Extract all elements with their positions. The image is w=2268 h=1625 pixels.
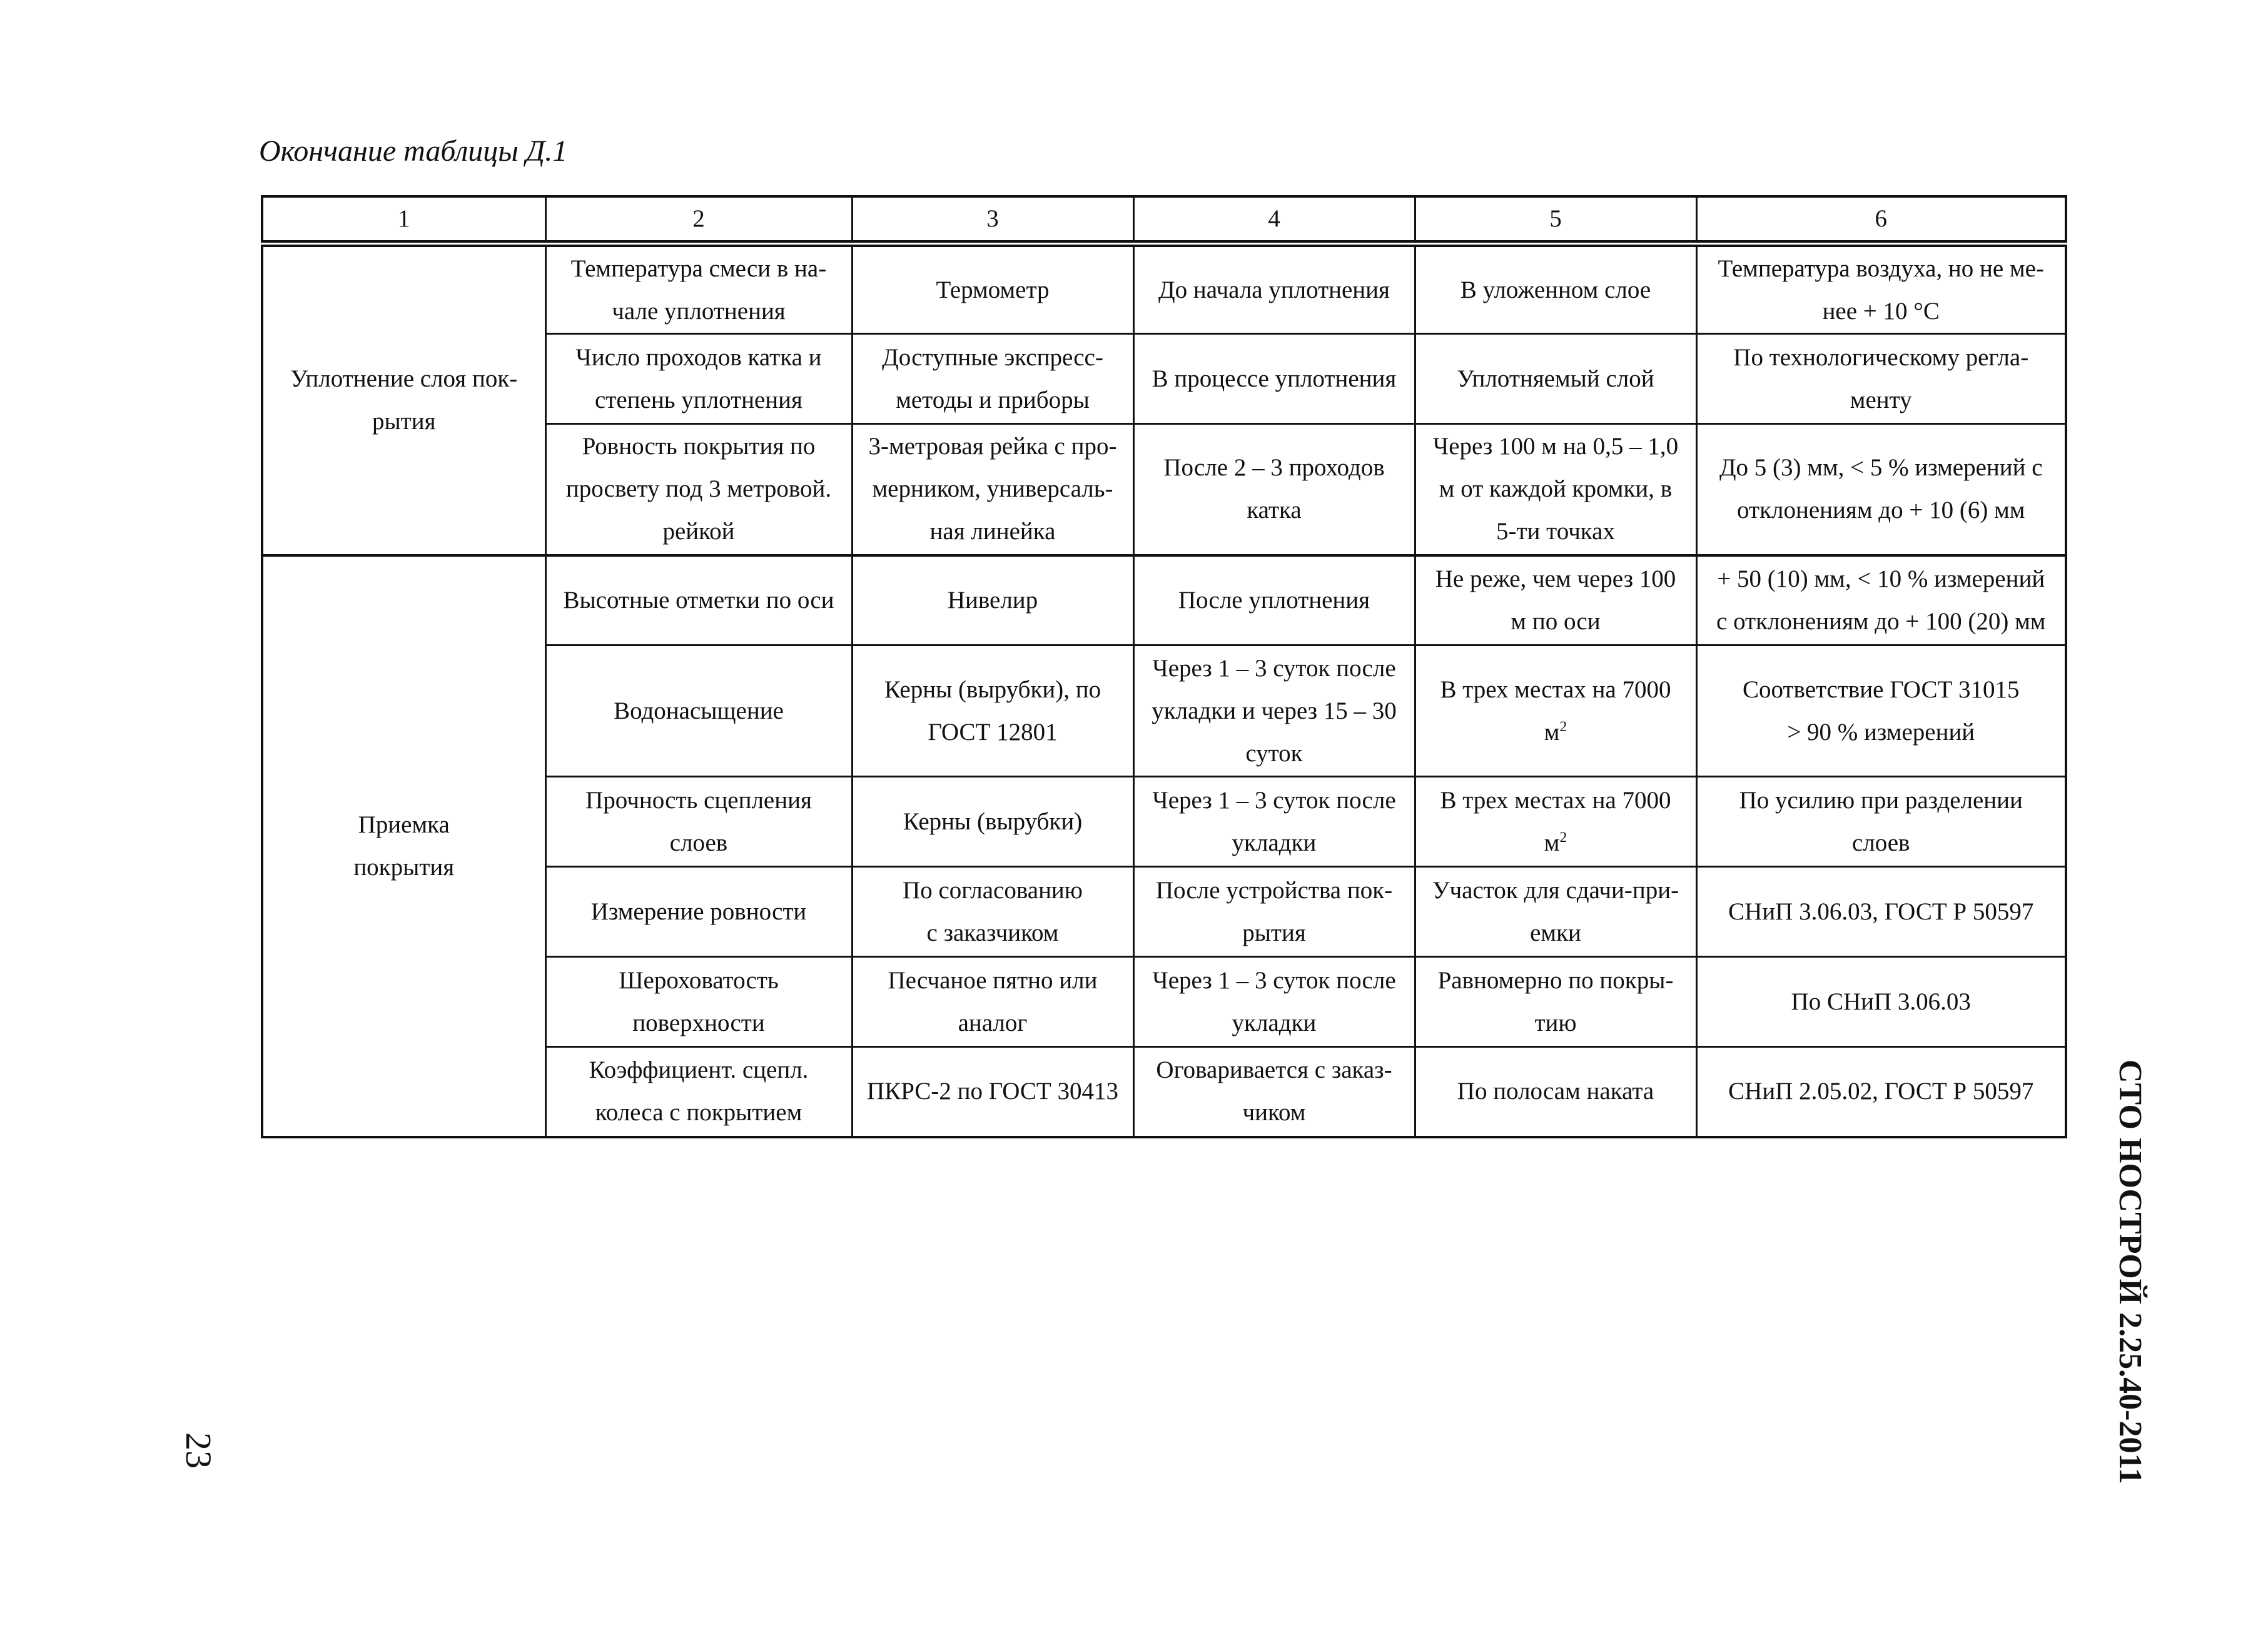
table-cell: СНиП 3.06.03, ГОСТ Р 50597 [1696, 867, 2066, 957]
header-cell: 3 [852, 196, 1133, 244]
table-cell: Уплотняемый слой [1415, 334, 1696, 424]
table-cell: По усилию при разделении слоев [1696, 777, 2066, 867]
table-cell: ПКРС-2 по ГОСТ 30413 [852, 1047, 1133, 1137]
table-cell: В трех местах на 7000 $м^2$ [1415, 777, 1696, 867]
table-cell: Соответствие ГОСТ 31015 > 90 % измерений [1696, 645, 2066, 777]
group-title: Уплотнение слоя пок- рытия [290, 365, 518, 435]
group-title-cell [262, 555, 545, 1137]
table-cell: В уложенном слое [1415, 244, 1696, 334]
control-table [261, 195, 2067, 1138]
table-cell: Прочность сцепления слоев [545, 777, 852, 867]
table-cell: Через 1 – 3 суток после укладки и через 15 – 30 суток [1133, 645, 1415, 777]
table-cell: До 5 (3) мм, < 5 % измерений с отклонениям до + 10 (6) мм [1696, 424, 2066, 555]
page-number: 23 [178, 1432, 219, 1469]
table-cell: Через 1 – 3 суток после укладки [1133, 957, 1415, 1047]
table-cell: В трех местах на 7000 $м^2$ [1415, 645, 1696, 777]
table-cell: Шероховатость поверхности [545, 957, 852, 1047]
document-code: СТО НОСТРОЙ 2.25.40-2011 [2112, 1060, 2148, 1484]
table-cell: В процессе уплотнения [1133, 334, 1415, 424]
table-cell: Песчаное пятно или аналог [852, 957, 1133, 1047]
table-cell: + 50 (10) мм, < 10 % измерений с отклонениям до + 100 (20) мм [1696, 555, 2066, 645]
header-cell: 1 [262, 196, 545, 244]
header-cell: 5 [1415, 196, 1696, 244]
table-cell: Измерение ровности [545, 867, 852, 957]
table-cell: До начала уплотнения [1133, 244, 1415, 334]
table-cell: По полосам наката [1415, 1047, 1696, 1137]
table-cell: После 2 – 3 проходов катка [1133, 424, 1415, 555]
table-cell: Нивелир [852, 555, 1133, 645]
group-title: Приемка покрытия [353, 811, 455, 881]
table-cell: Керны (вырубки) [852, 777, 1133, 867]
table-row [262, 244, 2066, 334]
table-cell: Доступные экспресс- методы и приборы [852, 334, 1133, 424]
superscript: 2 [1559, 829, 1567, 846]
table-cell: После уплотнения [1133, 555, 1415, 645]
table-row [262, 555, 2066, 645]
table-cell: Коэффициент. сцепл. колеса с покрытием [545, 1047, 852, 1137]
table-cell: После устройства пок- рытия [1133, 867, 1415, 957]
table-cell: Ровность покрытия по просвету под 3 метровой. рейкой [545, 424, 852, 555]
superscript: 2 [1559, 718, 1567, 735]
table-caption: Окончание таблицы Д.1 [259, 134, 568, 168]
group-title-cell [262, 244, 545, 555]
table-cell: Температура воздуха, но не ме- нее + 10 °С [1696, 244, 2066, 334]
table-cell: По технологическому регла- менту [1696, 334, 2066, 424]
table-cell: Керны (вырубки), по ГОСТ 12801 [852, 645, 1133, 777]
table-cell: Температура смеси в на- чале уплотнения [545, 244, 852, 334]
table-cell: Равномерно по покры- тию [1415, 957, 1696, 1047]
table-header-row [262, 196, 2066, 244]
header-cell: 2 [545, 196, 852, 244]
table-cell: Через 100 м на 0,5 – 1,0 м от каждой кромки, в 5-ти точках [1415, 424, 1696, 555]
table-cell: Оговаривается с заказ- чиком [1133, 1047, 1415, 1137]
table-cell: Высотные отметки по оси [545, 555, 852, 645]
table-cell: Термометр [852, 244, 1133, 334]
table-cell: Через 1 – 3 суток после укладки [1133, 777, 1415, 867]
table-cell: Не реже, чем через 100 м по оси [1415, 555, 1696, 645]
table-cell: СНиП 2.05.02, ГОСТ Р 50597 [1696, 1047, 2066, 1137]
table-cell: По СНиП 3.06.03 [1696, 957, 2066, 1047]
table-cell: 3-метровая рейка с про- мерником, универсаль- ная линейка [852, 424, 1133, 555]
table-cell: Водонасыщение [545, 645, 852, 777]
table-cell: Участок для сдачи-при- емки [1415, 867, 1696, 957]
table-cell: По согласованию с заказчиком [852, 867, 1133, 957]
table-cell: Число проходов катка и степень уплотнения [545, 334, 852, 424]
header-cell: 6 [1696, 196, 2066, 244]
header-cell: 4 [1133, 196, 1415, 244]
